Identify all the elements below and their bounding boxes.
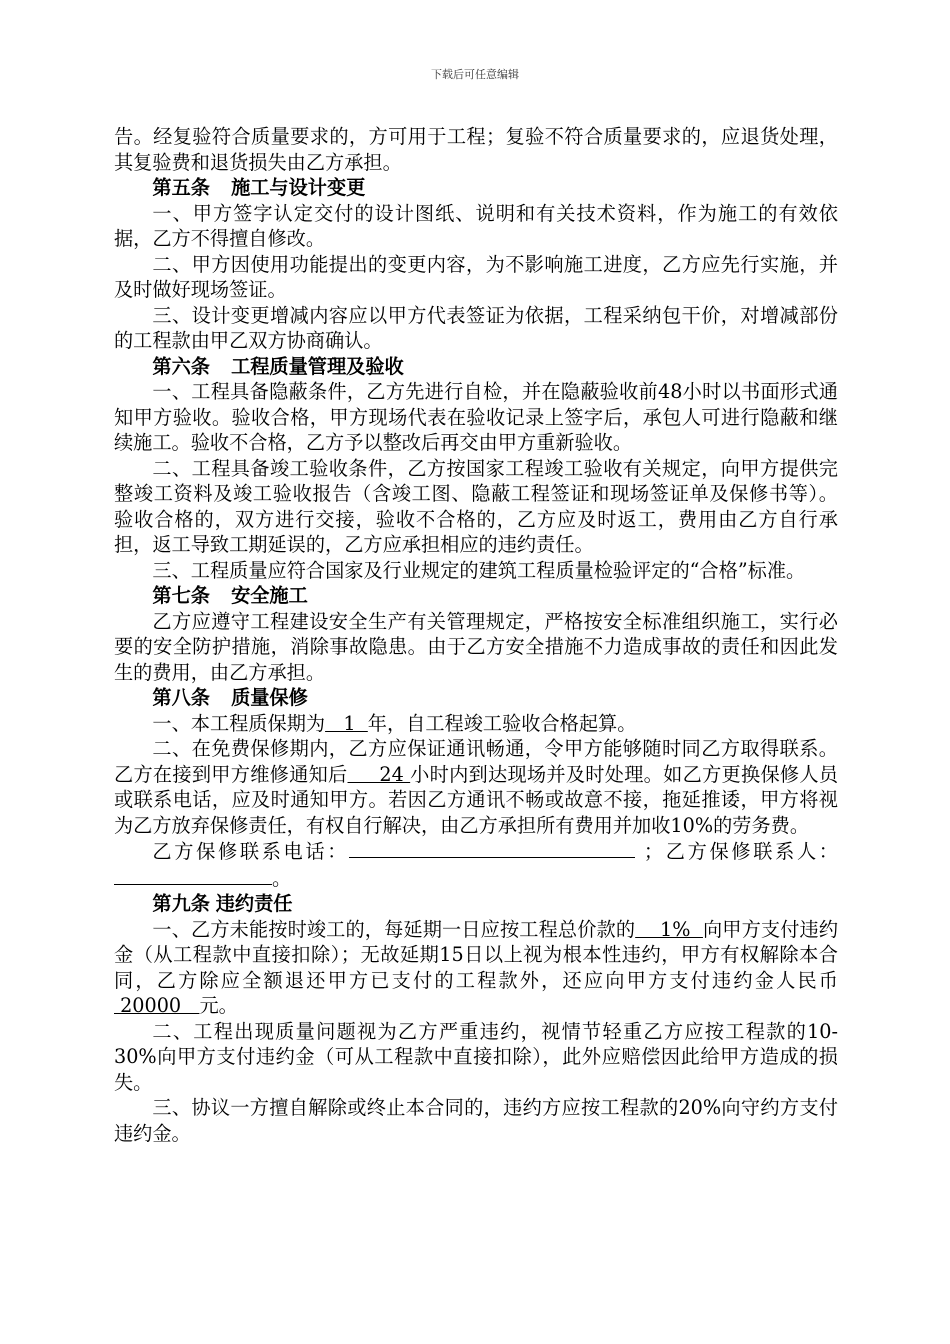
page-header: 下载后可任意编辑: [431, 68, 519, 81]
article-title: 工程质量管理及验收: [231, 354, 404, 378]
contact-label: ；乙方保修联系人：: [635, 840, 838, 863]
paragraph: 一、工程具备隐蔽条件，乙方先进行自检，并在隐蔽验收前48小时以书面形式通知甲方验收。验收合格，甲方现场代表在验收记录上签字后，承包人可进行隐蔽和继续施工。验收不合格，乙方予以整改后再交由甲方重新验收。: [114, 380, 838, 454]
article-number: 第九条: [152, 892, 210, 915]
article-title: 质量保修: [231, 686, 308, 709]
article-number: 第八条: [152, 686, 210, 709]
filled-blank: 24: [347, 762, 411, 786]
paragraph: 三、工程质量应符合国家及行业规定的建筑工程质量检验评定的“合格”标准。: [152, 558, 806, 582]
article-number: 第六条: [152, 354, 210, 378]
article-title: 安全施工: [231, 584, 308, 607]
filled-blank: 20000: [114, 994, 200, 1017]
paragraph: 乙方应遵守工程建设安全生产有关管理规定，严格按安全标准组织施工，实行必要的安全防护措施，消除事故隐患。由于乙方安全措施不力造成事故的责任和因此发生的费用，由乙方承担。: [114, 609, 838, 684]
document-body: [114, 124, 838, 1146]
article-heading-9: [114, 891, 838, 917]
article-number: 第七条: [152, 584, 210, 607]
article-heading-5: [114, 175, 838, 201]
phone-label: 乙方保修联系电话：: [152, 840, 350, 863]
paragraph: 乙方保修联系电话： ；乙方保修联系人：。: [114, 838, 838, 891]
paragraph: 一、甲方签字认定交付的设计图纸、说明和有关技术资料，作为施工的有效依据，乙方不得擅自修改。: [114, 201, 838, 250]
filled-blank: 1%: [635, 917, 703, 941]
paragraph: 一、本工程质保期为 1 年，自工程竣工验收合格起算。: [152, 711, 637, 735]
paragraph: 二、工程出现质量问题视为乙方严重违约，视情节轻重乙方应按工程款的10-30%向甲方支付违约金（可从工程款中直接扣除），此外应赔偿因此给甲方造成的损失。: [114, 1019, 838, 1094]
paragraph: 二、工程具备竣工验收条件，乙方按国家工程竣工验收有关规定，向甲方提供完整竣工资料及竣工验收报告（含竣工图、隐蔽工程签证和现场签证单及保修书等）。 验收合格的，双方进行交接，验收不合格的，乙方应及时返工，费用由乙方自行承担，返工导致工期延误的，乙方应承担相应的违约责任。: [114, 456, 838, 556]
paragraph: 二、甲方因使用功能提出的变更内容，为不影响施工进度，乙方应先行实施，并及时做好现场签证。: [114, 252, 838, 301]
filled-blank: 1: [325, 711, 368, 735]
phone-blank-line: [349, 838, 635, 858]
paragraph: 告。经复验符合质量要求的，方可用于工程；复验不符合质量要求的，应退货处理，其复验费和退货损失由乙方承担。: [114, 125, 838, 174]
article-number: 第五条: [152, 176, 210, 199]
article-title: 违约责任: [215, 892, 293, 915]
contact-blank-line: [114, 865, 272, 885]
paragraph: 二、在免费保修期内，乙方应保证通讯畅通，令甲方能够随时同乙方取得联系。乙方在接到甲方维修通知后 24 小时内到达现场并及时处理。如乙方更换保修人员或联系电话，应及时通知甲方。若因乙方通讯不畅或故意不接，拖延推诿，甲方将视为乙方放弃保修责任，有权自行解决，由乙方承担所有费用并加收10%的劳务费。: [114, 737, 839, 837]
paragraph: 三、设计变更增减内容应以甲方代表签证为依据，工程采纳包干价，对增减部份的工程款由甲乙双方协商确认。: [114, 303, 838, 352]
paragraph: 三、协议一方擅自解除或终止本合同的，违约方应按工程款的20%向守约方支付违约金。: [114, 1096, 838, 1145]
article-title: 施工与设计变更: [231, 176, 366, 199]
article-heading-8: [114, 685, 838, 711]
article-heading-7: [114, 583, 838, 609]
article-heading-6: [114, 354, 838, 380]
paragraph: 一、乙方未能按时竣工的，每延期一日应按工程总价款的 1% 向甲方支付违约金（从工程款中直接扣除）；无故延期15日以上视为根本性违约，甲方有权解除本合同，乙方除应全额退还甲方已支付的工程款外，还应向甲方支付违约金人民币 20000 元。: [114, 917, 839, 1017]
